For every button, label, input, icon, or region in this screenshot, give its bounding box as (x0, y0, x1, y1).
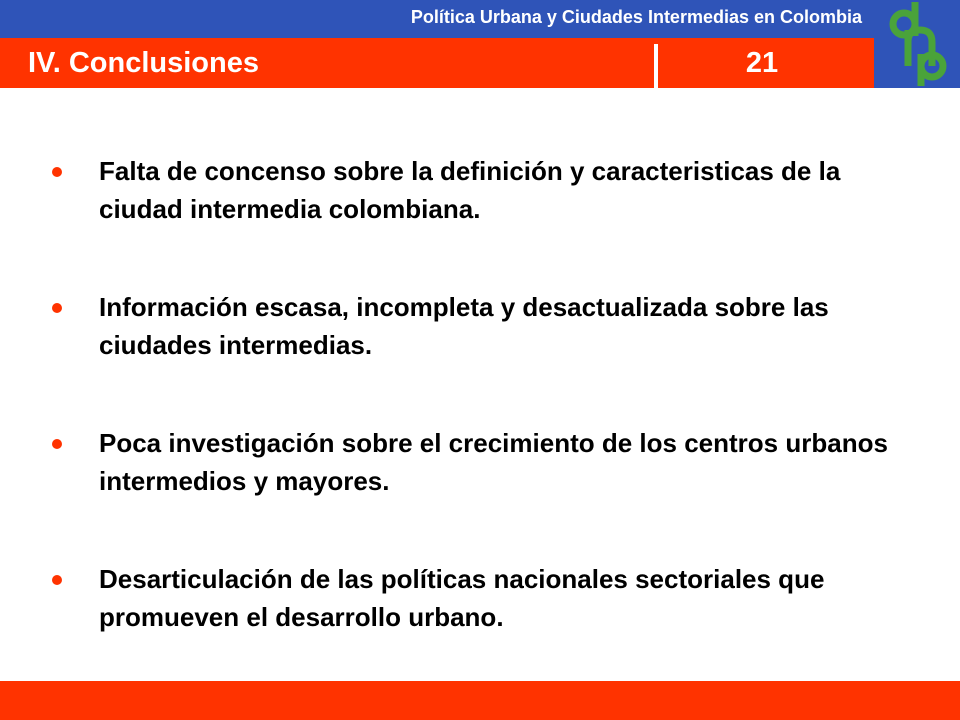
dnp-logo-icon (874, 0, 960, 88)
bullet-icon (52, 575, 62, 585)
header-divider (654, 44, 658, 88)
bullet-icon (52, 167, 62, 177)
bullet-text: Desarticulación de las políticas nacionales sectoriales que promueven el desarrollo urbano. (99, 564, 825, 632)
list-item (52, 424, 912, 560)
conclusions-list (52, 152, 912, 696)
footer-bar (0, 681, 960, 720)
bullet-icon (52, 439, 62, 449)
dnp-logo-graphic (874, 0, 960, 88)
list-item (52, 288, 912, 424)
page-number: 21 (745, 47, 779, 79)
bullet-text: Poca investigación sobre el crecimiento de los centros urbanos intermedios y mayores. (99, 428, 888, 496)
list-item (52, 152, 912, 288)
section-title: IV. Conclusiones (28, 47, 259, 79)
bullet-text: Información escasa, incompleta y desactualizada sobre las ciudades intermedias. (99, 292, 829, 360)
bullet-text: Falta de concenso sobre la definición y caracteristicas de la ciudad intermedia colombiana. (99, 156, 841, 224)
header-top-bar (0, 0, 874, 38)
presentation-subtitle: Política Urbana y Ciudades Intermedias en Colombia (410, 7, 862, 27)
list-item (52, 560, 912, 696)
bullet-icon (52, 303, 62, 313)
